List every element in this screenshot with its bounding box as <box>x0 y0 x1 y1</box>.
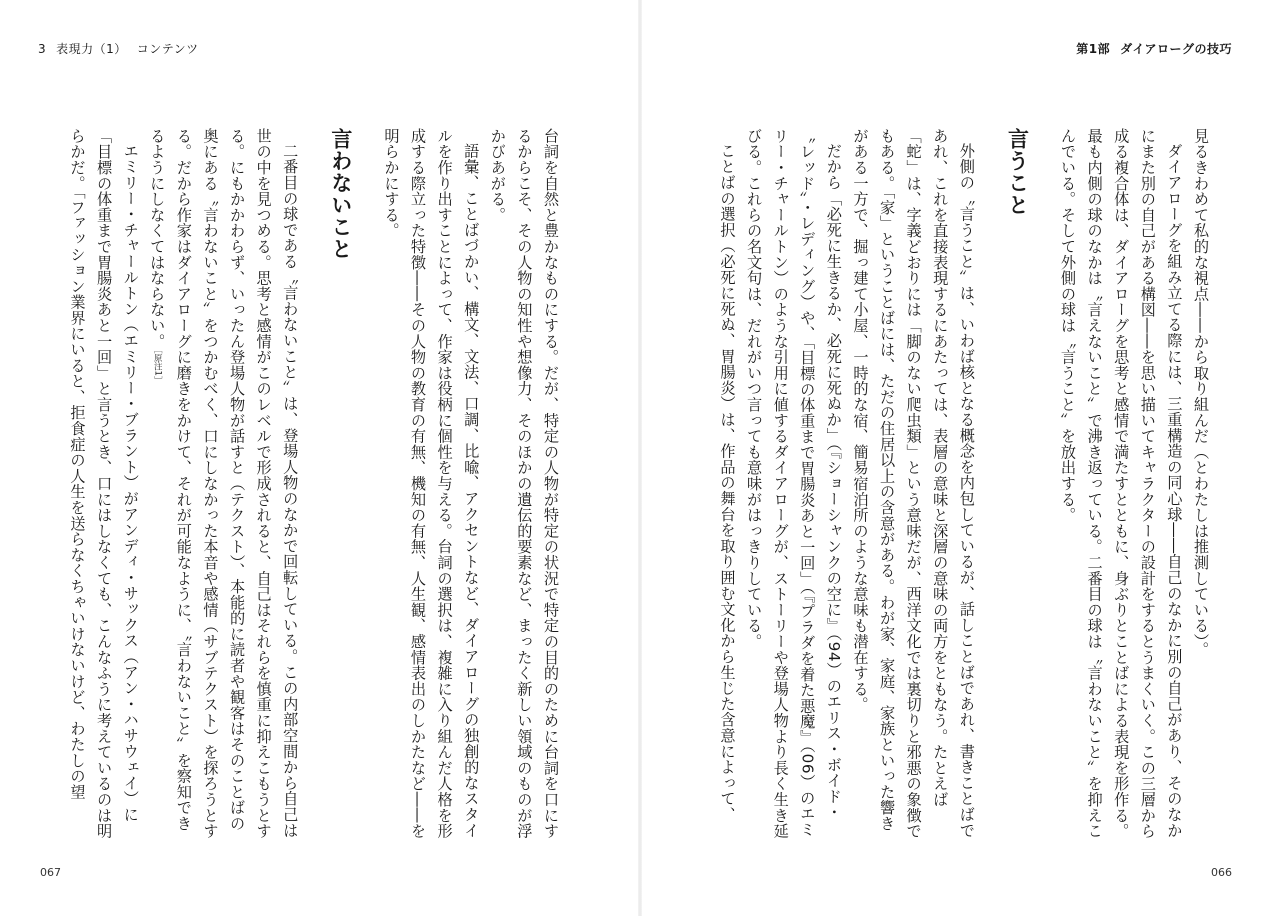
part-label: 第1部 <box>1076 42 1111 56</box>
running-head-right <box>1076 40 1232 57</box>
paragraph: エミリー・チャールトン（エミリー・ブラント）がアンディ・サックス（アン・ハサウェイ）に「目標の体重まで胃腸炎あと一回」と言うとき、口にはしなくても、こんなふうに考えているのは明らかだ。「ファッション業界にいると、拒食症の人生を送らなくちゃいけないけど、わたしの望 <box>68 128 140 839</box>
chapter-title: 表現力（1） <box>56 42 127 56</box>
paragraph: 語彙、ことばづかい、構文、文法、口調、比喩、アクセントなど、ダイアローグの独創的なスタイルを作り出すことによって、作家は役柄に個性を与える。台詞の選択は、複雑に入り組んだ人格を形成する際立った特徴――その人物の教育の有無、機知の有無、人生観、感情表出のしかたなど――を明らかにする。 <box>382 128 481 839</box>
paragraph: だから「必死に生きるか、必死に死ぬか」（『ショーシャンクの空に』（94）のエリス・ボイド・〝レッド〟・レディング）や、「目標の体重まで胃腸炎あと一回」（『プラダを着た悪魔』（06）のエミリー・チャールトン）のような引用に値するダイアローグが、ストーリーや登場人物より長く生き延びる。これらの名文句は、だれがいつ言っても意味がはっきりしている。 <box>745 128 843 839</box>
page-number-right: 066 <box>1211 866 1232 879</box>
paragraph: 見るきわめて私的な視点――から取り組んだ（とわたしは推測している）。 <box>1192 128 1210 658</box>
section-heading: 言うこと <box>1005 128 1030 216</box>
chapter-subtitle: コンテンツ <box>136 42 199 56</box>
footnote-marker: ［原注1］ <box>152 349 163 385</box>
section-heading: 言わないこと <box>328 128 353 260</box>
chapter-number: 3 <box>38 42 47 56</box>
paragraph: 外側の〝言うこと〟は、いわば核となる概念を内包しているが、話しことばであれ、書きことばであれ、これを直接表現するにあたっては、表層の意味と深層の意味の両方をともなう。たとえば「蛇」は、字義どおりには「脚のない爬虫類」という意味だが、西洋文化では裏切りと邪悪の象徴でもある。「家」ということばには、ただの住居以上の含意がある。わが家、家庭、家族といった響きがある一方で、掘っ建て小屋、一時的な宿、簡易宿泊所のような意味も潜在する。 <box>851 128 976 839</box>
paragraph: ことばの選択（必死に死ぬ、胃腸炎）は、作品の舞台を取り囲む文化から生じた含意によって、 <box>718 143 737 823</box>
page-number-left: 067 <box>40 866 61 879</box>
paragraph: 台詞を自然と豊かなものにする。だが、特定の人物が特定の状況で特定の目的のために台詞を口にするからこそ、その人物の知性や想像力、そのほかの遺伝的要素など、まったく新しい領域のものが浮かびあがる。 <box>488 128 560 839</box>
gutter-shadow <box>638 0 642 916</box>
paragraph-text: 二番目の球である〝言わないこと〟は、登場人物のなかで回転している。この内部空間から自己は世の中を見つめる。思考と感情がこのレベルで形成されると、自己はそれらを慎重に抑えこもうとする。にもかかわらず、いったん登場人物が話すと（テクスト）、本能的に読者や観客はそのことばの奥にある〝言わないこと〟をつかむべく、口にしなかった本音や感情（サブテクスト）を探ろうとする。だから作家はダイアローグに磨きをかけて、それが可能なように、〝言わないこと〟を察知できるようにしなくてはならない。 <box>148 128 300 839</box>
paragraph: ダイアローグを組み立てる際には、三重構造の同心球――自己のなかに別の自己があり、そのなかにまた別の自己がある構図――を思い描いてキャラクターの設計をするとうまくいく。この三層から成る複合体は、ダイアローグを思考と感情で満たすとともに、身ぶりとことばによる表現を形作る。最も内側の球のなかは〝言えないこと〟で沸き返っている。二番目の球は〝言わないこと〟を抑えこんでいる。そして外側の球は〝言うこと〟を放出する。 <box>1059 128 1184 839</box>
running-head-left <box>38 40 199 57</box>
left-page-text <box>68 128 564 840</box>
right-page-text <box>718 128 1214 840</box>
part-title: ダイアローグの技巧 <box>1120 42 1232 56</box>
paragraph <box>144 128 304 840</box>
